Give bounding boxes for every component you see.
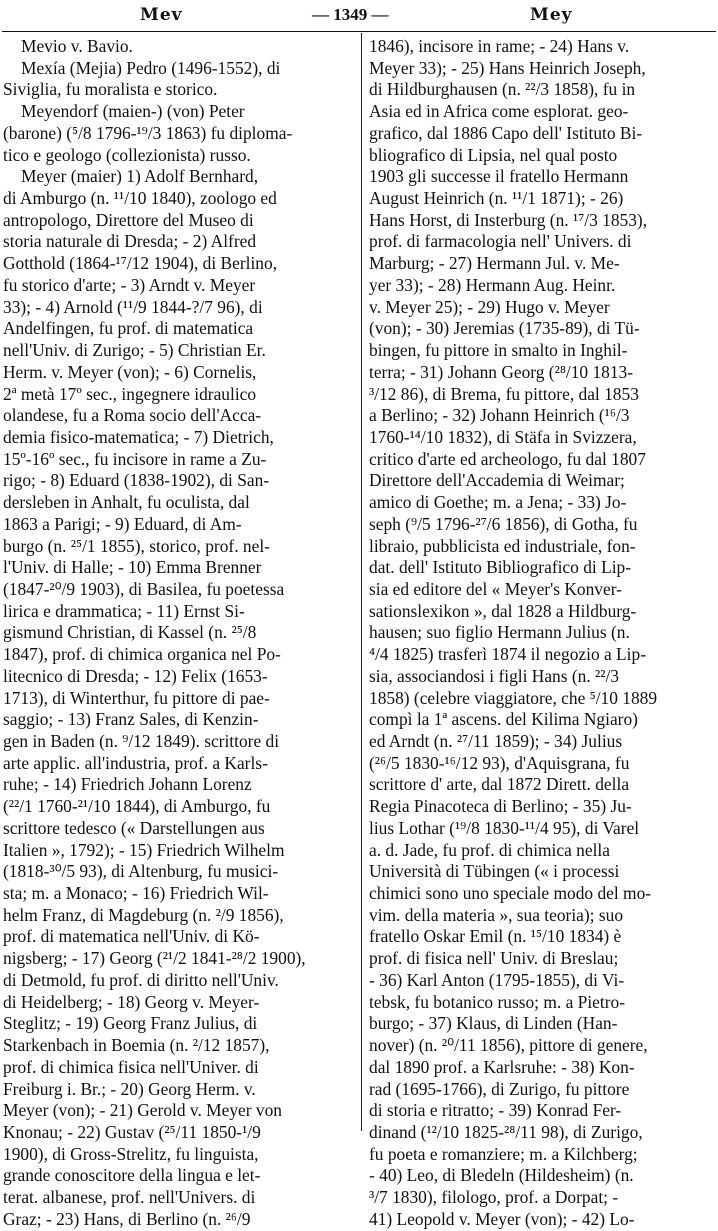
text-line: antropologo, Direttore del Museo di xyxy=(3,209,254,230)
text-line: sia, associandosi i figli Hans (n. ²²/3 xyxy=(369,665,619,686)
text-line: Starkenbach in Boemia (n. ²/12 1857), xyxy=(3,1035,270,1056)
text-line: fu poeta e romanziere; m. a Kilchberg; xyxy=(369,1143,638,1164)
text-line: dinand (¹²/10 1825-²⁸/11 98), di Zurigo, xyxy=(369,1121,643,1142)
text-line: (1847-²⁰/9 1903), di Basilea, fu poetessa xyxy=(3,578,285,599)
text-line: Italien », 1792); - 15) Friedrich Wilhelm xyxy=(3,839,285,860)
text-line: Meyer (von); - 21) Gerold v. Meyer von xyxy=(3,1100,282,1121)
text-line: amico di Goethe; m. a Jena; - 33) Jo- xyxy=(369,492,627,513)
text-line: (von); - 30) Jeremias (1735-89), di Tü- xyxy=(369,318,640,339)
text-line: bingen, fu pittore in smalto in Inghil- xyxy=(369,340,628,361)
text-line: gismund Christian, di Kassel (n. ²⁵/8 xyxy=(3,622,257,643)
text-line: (1818-³⁰/5 93), di Altenburg, fu musici- xyxy=(3,861,279,882)
header-right-guide-word: Mey xyxy=(530,5,573,25)
text-line: dersleben in Anhalt, fu oculista, dal xyxy=(3,492,250,513)
text-line: Andelfingen, fu prof. di matematica xyxy=(3,318,254,339)
text-line: Siviglia, fu moralista e storico. xyxy=(3,79,218,100)
text-line: libraio, pubblicista ed industriale, fon- xyxy=(369,535,636,556)
text-line: Herm. v. Meyer (von); - 6) Cornelis, xyxy=(3,361,257,382)
text-line: Meyendorf (maien-) (von) Peter xyxy=(21,101,245,122)
text-line: nell'Univ. di Zurigo; - 5) Christian Er. xyxy=(3,340,266,361)
text-line: Graz; - 23) Hans, di Berlino (n. ²⁶/9 xyxy=(3,1208,251,1229)
text-line: rigo; - 8) Eduard (1838-1902), di San- xyxy=(3,470,270,491)
text-line: lius Lothar (¹⁹/8 1830-¹¹/4 95), di Varel xyxy=(369,817,640,838)
text-line: hausen; suo figlio Hermann Julius (n. xyxy=(369,622,630,643)
text-line: 2ª metà 17º sec., ingegnere idraulico xyxy=(3,383,257,404)
text-line: yer 33); - 28) Hermann Aug. Heinr. xyxy=(369,274,616,295)
text-line: l'Univ. di Halle; - 10) Emma Brenner xyxy=(3,557,262,578)
text-line: sta; m. a Monaco; - 16) Friedrich Wil- xyxy=(3,883,269,904)
header-left-guide-word: Mev xyxy=(140,5,183,25)
text-line: dal 1890 prof. a Karlsruhe: - 38) Kon- xyxy=(369,1056,635,1077)
text-line: Gotthold (1864-¹⁷/12 1904), di Berlino, xyxy=(3,253,278,274)
text-line: August Heinrich (n. ¹¹/1 1871); - 26) xyxy=(369,188,624,209)
text-line: di Amburgo (n. ¹¹/10 1840), zoologo ed xyxy=(3,188,277,209)
text-line: v. Meyer 25); - 29) Hugo v. Meyer xyxy=(369,296,610,317)
text-line: Meyer (maier) 1) Adolf Bernhard, xyxy=(21,166,259,187)
text-line: di storia e ritratto; - 39) Konrad Fer- xyxy=(369,1100,622,1121)
text-line: 41) Leopold v. Meyer (von); - 42) Lo- xyxy=(369,1208,635,1229)
text-line: (²⁶/5 1830-¹⁶/12 93), d'Aquisgrana, fu xyxy=(369,752,630,773)
text-line: 1863 a Parigi; - 9) Eduard, di Am- xyxy=(3,513,242,534)
text-line: (barone) (⁵/8 1796-¹⁹/3 1863) fu diploma- xyxy=(3,122,293,143)
text-line: scrittore tedesco (« Darstellungen aus xyxy=(3,817,265,838)
text-line: burgo (n. ²⁵/1 1855), storico, prof. nel- xyxy=(3,535,270,556)
text-line: fratello Oskar Emil (n. ¹⁵/10 1834) è xyxy=(369,926,622,947)
text-line: terat. albanese, prof. nell'Univers. di xyxy=(3,1187,256,1208)
text-line: (²²/1 1760-²¹/10 1844), di Amburgo, fu xyxy=(3,796,271,817)
text-line: tebsk, fu botanico russo; m. a Pietro- xyxy=(369,991,625,1012)
text-line: scrittore d' arte, dal 1872 Dirett. della xyxy=(369,774,630,795)
column-separator xyxy=(361,33,362,1131)
text-line: ruhe; - 14) Friedrich Johann Lorenz xyxy=(3,774,252,795)
text-line: arte applic. all'industria, prof. a Karls- xyxy=(3,752,268,773)
text-line: di Hildburghausen (n. ²²/3 1858), fu in xyxy=(369,79,636,100)
text-line: prof. di chimica fisica nell'Univer. di xyxy=(3,1056,259,1077)
text-line: ed Arndt (n. ²⁷/11 1859); - 34) Julius xyxy=(369,731,623,751)
right-column xyxy=(369,36,717,1231)
text-line: sia ed editore del « Meyer's Konver- xyxy=(369,578,622,599)
text-line: 1713), di Winterthur, fu pittore di pae- xyxy=(3,687,270,708)
text-line: nigsberg; - 17) Georg (²¹/2 1841-²⁸/2 1900), xyxy=(3,948,306,969)
text-line: Hans Horst, di Insterburg (n. ¹⁷/3 1853), xyxy=(369,209,648,230)
text-line: gen in Baden (n. ⁹/12 1849). scrittore di xyxy=(3,731,280,751)
text-line: Mexía (Mejia) Pedro (1496-1552), di xyxy=(21,57,281,78)
text-line: sationslexikon », dal 1828 a Hildburg- xyxy=(369,600,637,621)
text-line: lirica e drammatica; - 11) Ernst Si- xyxy=(3,600,245,621)
text-line: Regia Pinacoteca di Berlino; - 35) Ju- xyxy=(369,796,632,817)
text-line: - 36) Karl Anton (1795-1855), di Vi- xyxy=(369,969,625,990)
header-rule xyxy=(2,31,716,32)
text-line: ³/7 1830), filologo, prof. a Dorpat; - xyxy=(369,1187,619,1208)
text-line: vim. della materia », sua teoria); suo xyxy=(369,904,624,925)
text-line: Knonau; - 22) Gustav (²⁵/11 1850-¹/9 xyxy=(3,1121,261,1142)
text-line: helm Franz, di Magdeburg (n. ²/9 1856), xyxy=(3,904,284,925)
text-line: Mevio v. Bavio. xyxy=(21,36,133,56)
text-line: rad (1695-1766), di Zurigo, fu pittore xyxy=(369,1078,630,1099)
text-line: grande conoscitore della lingua e let- xyxy=(3,1165,261,1186)
text-line: bliografico di Lipsia, nel qual posto xyxy=(369,144,618,165)
text-line: saggio; - 13) Franz Sales, di Kenzin- xyxy=(3,709,259,730)
text-line: terra; - 31) Johann Georg (²⁸/10 1813- xyxy=(369,361,634,382)
text-line: prof. di matematica nell'Univ. di Kö- xyxy=(3,926,260,947)
text-line: storia naturale di Dresda; - 2) Alfred xyxy=(3,231,257,252)
text-line: Asia ed in Africa come esplorat. geo- xyxy=(369,101,629,122)
page-header xyxy=(0,2,718,28)
text-line: tico e geologo (collezionista) russo. xyxy=(3,144,251,165)
text-line: Università di Tübingen (« i processi xyxy=(369,861,620,882)
text-line: burgo; - 37) Klaus, di Linden (Han- xyxy=(369,1013,618,1034)
text-line: Marburg; - 27) Hermann Jul. v. Me- xyxy=(369,253,620,274)
text-line: fu storico d'arte; - 3) Arndt v. Meyer xyxy=(3,274,256,295)
text-line: Steglitz; - 19) Georg Franz Julius, di xyxy=(3,1013,258,1034)
text-line: 1900), di Gross-Strelitz, fu linguista, xyxy=(3,1143,259,1164)
text-line: Freiburg i. Br.; - 20) Georg Herm. v. xyxy=(3,1078,256,1099)
text-line: litecnico di Dresda; - 12) Felix (1653- xyxy=(3,665,268,686)
text-line: prof. di farmacologia nell' Univers. di xyxy=(369,231,632,252)
text-line: compì la 1ª ascens. del Kilima Ngiaro) xyxy=(369,709,638,730)
text-line: critico d'arte ed archeologo, fu dal 1807 xyxy=(369,448,646,469)
page-number: — 1349 — xyxy=(312,5,389,24)
text-line: Direttore dell'Accademia di Weimar; xyxy=(369,470,625,491)
text-line: a Berlino; - 32) Johann Heinrich (¹⁶/3 xyxy=(369,405,630,426)
text-line: ³/12 86), di Brema, fu pittore, dal 1853 xyxy=(369,383,639,404)
text-line: di Heidelberg; - 18) Georg v. Meyer- xyxy=(3,991,260,1012)
left-column xyxy=(3,36,353,1231)
text-line: chimici sono uno speciale modo del mo- xyxy=(369,883,652,904)
text-line: 1846), incisore in rame; - 24) Hans v. xyxy=(369,36,630,56)
text-line: Meyer 33); - 25) Hans Heinrich Joseph, xyxy=(369,57,646,78)
text-line: demia fisico-matematica; - 7) Dietrich, xyxy=(3,426,274,447)
text-line: 33); - 4) Arnold (¹¹/9 1844-?/7 96), di xyxy=(3,296,263,317)
text-line: 1847), prof. di chimica organica nel Po- xyxy=(3,644,281,665)
text-line: dat. dell' Istituto Bibliografico di Lip- xyxy=(369,557,632,578)
text-line: di Detmold, fu prof. di diritto nell'Univ. xyxy=(3,969,279,990)
text-line: olandese, fu a Roma socio dell'Acca- xyxy=(3,405,262,426)
text-line: 1858) (celebre viaggiatore, che ⁵/10 1889 xyxy=(369,687,658,708)
text-line: 1760-¹⁴/10 1832), di Stäfa in Svizzera, xyxy=(369,426,637,447)
text-line: a. d. Jade, fu prof. di chimica nella xyxy=(369,839,610,860)
text-line: ⁴/4 1825) trasferì 1874 il negozio a Lip- xyxy=(369,644,646,665)
text-line: 1903 gli successe il fratello Hermann xyxy=(369,166,629,187)
text-line: 15º-16º sec., fu incisore in rame a Zu- xyxy=(3,448,267,469)
text-line: nover) (n. ²⁰/11 1856), pittore di genere, xyxy=(369,1035,648,1056)
text-line: - 40) Leo, di Bledeln (Hildesheim) (n. xyxy=(369,1165,634,1186)
text-line: grafico, dal 1886 Capo dell' Istituto Bi- xyxy=(369,122,643,143)
text-line: prof. di fisica nell' Univ. di Breslau; xyxy=(369,948,619,969)
text-line: seph (⁹/5 1796-²⁷/6 1856), di Gotha, fu xyxy=(369,513,638,534)
